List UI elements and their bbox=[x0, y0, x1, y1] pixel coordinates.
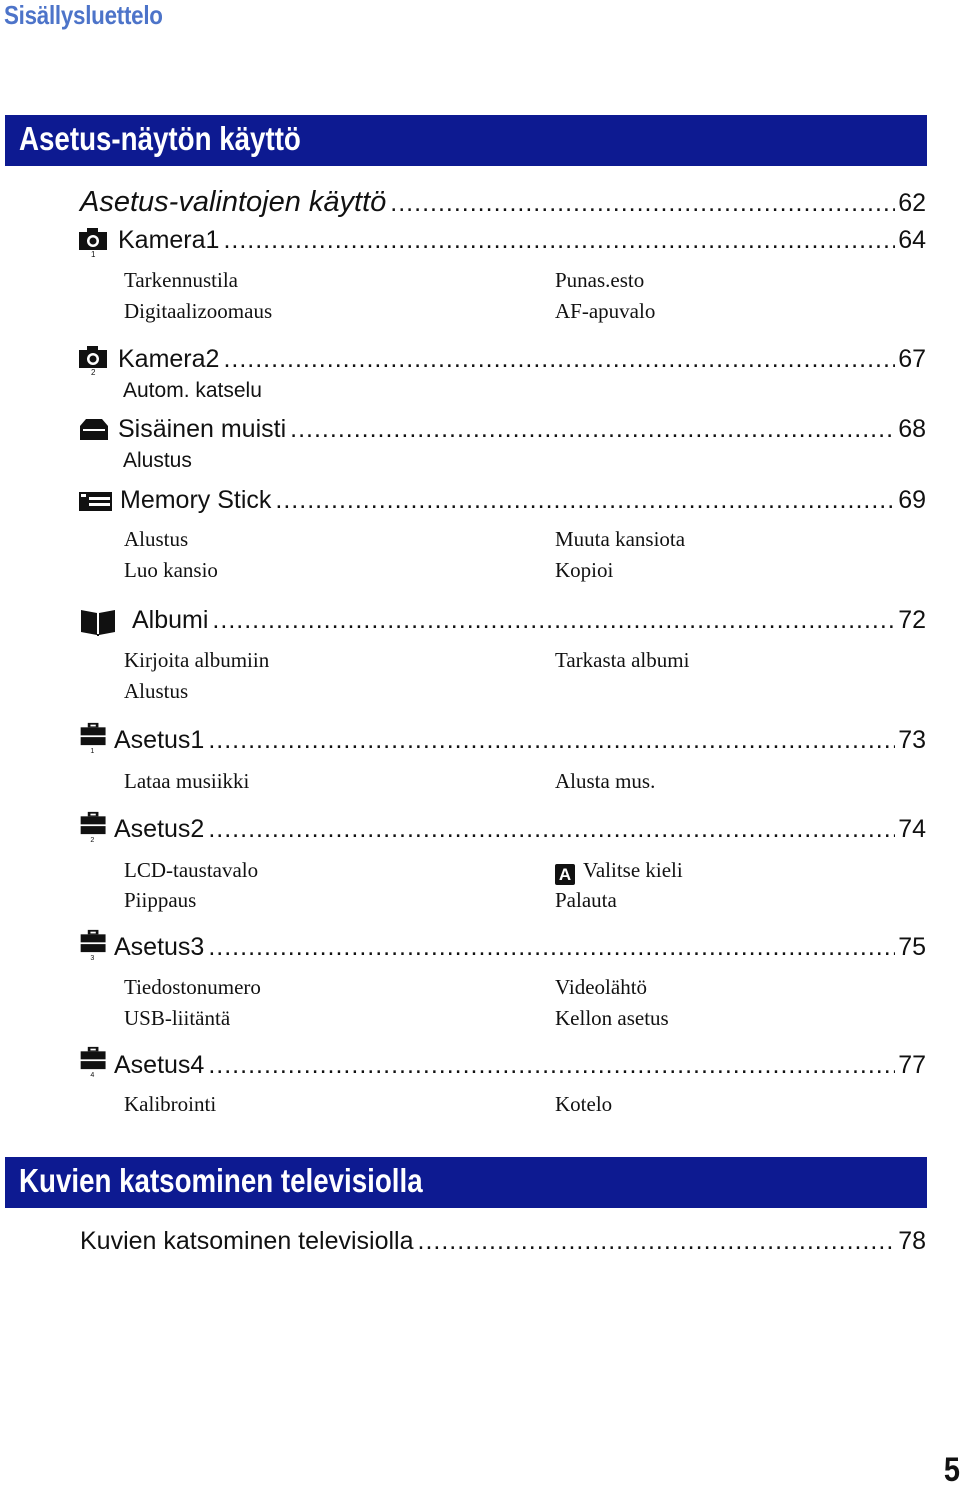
section-header-tv bbox=[5, 1157, 927, 1208]
sub-item: Alustus bbox=[124, 679, 189, 703]
sub-item: Luo kansio bbox=[124, 558, 218, 582]
table-of-contents-link[interactable]: Sisällysluettelo bbox=[4, 0, 163, 30]
section-header-setup bbox=[5, 115, 927, 166]
toc-entry-page: 73 bbox=[898, 726, 926, 754]
toc-entry-label: Sisäinen muisti bbox=[118, 415, 287, 443]
toc-entry-page: 69 bbox=[898, 486, 926, 514]
toc-entry-label: Kamera1 bbox=[118, 226, 220, 254]
sub-item: Digitaalizoomaus bbox=[124, 299, 273, 323]
sub-item: Kopioi bbox=[555, 558, 614, 582]
leader-dots bbox=[290, 415, 895, 444]
toc-entry-tv[interactable] bbox=[80, 1227, 926, 1256]
sub-item: Kalibrointi bbox=[124, 1092, 217, 1116]
sub-item: Tiedostonumero bbox=[124, 975, 261, 999]
sub-item: Punas.esto bbox=[555, 268, 645, 292]
toc-entry-label: Asetus4 bbox=[114, 1051, 205, 1079]
leader-dots bbox=[223, 345, 895, 374]
internal-memory-icon bbox=[78, 414, 110, 446]
toc-entry-page: 78 bbox=[898, 1227, 926, 1255]
toolbox-icon bbox=[78, 811, 110, 843]
sub-item: Kellon asetus bbox=[555, 1006, 669, 1030]
leader-dots bbox=[418, 1227, 896, 1256]
sub-item: Videolähtö bbox=[555, 975, 648, 999]
sub-item: Muuta kansiota bbox=[555, 527, 686, 551]
svg-text:1: 1 bbox=[91, 250, 96, 257]
toc-entry-memory-stick[interactable] bbox=[120, 486, 926, 515]
sub-item: Palauta bbox=[555, 888, 617, 912]
toc-entry-sisainen-muisti[interactable] bbox=[118, 415, 926, 444]
sub-item: Alustus bbox=[123, 449, 192, 472]
toolbox-icon bbox=[78, 1046, 110, 1078]
memory-stick-icon bbox=[78, 484, 114, 516]
camera-icon bbox=[78, 225, 110, 257]
toc-entry-label: Kamera2 bbox=[118, 345, 220, 373]
toc-entry-label: Asetus-valintojen käyttö bbox=[80, 186, 387, 218]
toc-entry-page: 64 bbox=[898, 226, 926, 254]
leader-dots bbox=[212, 606, 895, 635]
toc-entry-asetus2[interactable] bbox=[114, 815, 926, 844]
leader-dots bbox=[223, 226, 895, 255]
sub-item-label: Valitse kieli bbox=[583, 858, 683, 882]
toc-entry-page: 75 bbox=[898, 933, 926, 961]
sub-item: Piippaus bbox=[124, 888, 197, 912]
toc-entry-page: 68 bbox=[898, 415, 926, 443]
leader-dots bbox=[208, 1051, 895, 1080]
svg-text:3: 3 bbox=[90, 954, 95, 961]
leader-dots bbox=[275, 486, 895, 515]
sub-item: Kirjoita albumiin bbox=[124, 648, 270, 672]
toc-entry-albumi[interactable] bbox=[132, 606, 926, 635]
toc-entry-page: 77 bbox=[898, 1051, 926, 1079]
toc-entry-label: Albumi bbox=[132, 606, 209, 634]
toc-entry-label: Asetus1 bbox=[114, 726, 205, 754]
sub-item: Tarkasta albumi bbox=[555, 648, 690, 672]
svg-text:2: 2 bbox=[91, 368, 96, 375]
toc-entry-kamera1[interactable] bbox=[118, 226, 926, 255]
sub-item: Alusta mus. bbox=[555, 769, 656, 793]
sub-item: USB-liitäntä bbox=[124, 1006, 231, 1030]
language-icon: A bbox=[555, 864, 575, 885]
camera-icon bbox=[78, 343, 110, 375]
toc-entry-asetus-valintojen[interactable] bbox=[80, 186, 926, 219]
section-title: Asetus-näytön käyttö bbox=[19, 120, 301, 157]
toc-entry-asetus4[interactable] bbox=[114, 1051, 926, 1080]
sub-item: Autom. katselu bbox=[123, 379, 262, 402]
sub-item: Alustus bbox=[124, 527, 189, 551]
toolbox-icon bbox=[78, 722, 110, 754]
sub-item-language bbox=[555, 858, 683, 885]
toc-entry-label: Memory Stick bbox=[120, 486, 272, 514]
toc-entry-asetus1[interactable] bbox=[114, 726, 926, 755]
sub-item: Lataa musiikki bbox=[124, 769, 250, 793]
toc-entry-page: 74 bbox=[898, 815, 926, 843]
leader-dots bbox=[208, 726, 895, 755]
sub-item: LCD-taustavalo bbox=[124, 858, 259, 882]
toc-entry-page: 62 bbox=[898, 189, 926, 217]
toc-entry-label: Asetus3 bbox=[114, 933, 205, 961]
toc-entry-label: Asetus2 bbox=[114, 815, 205, 843]
leader-dots bbox=[208, 815, 895, 844]
toc-entry-page: 72 bbox=[898, 606, 926, 634]
page-number: 5 bbox=[943, 1451, 960, 1489]
toc-entry-label: Kuvien katsominen televisiolla bbox=[80, 1227, 414, 1255]
album-icon bbox=[78, 606, 120, 638]
sub-item: Kotelo bbox=[555, 1092, 613, 1116]
sub-item: Tarkennustila bbox=[124, 268, 238, 292]
leader-dots bbox=[390, 189, 895, 218]
svg-text:1: 1 bbox=[90, 747, 95, 754]
svg-text:2: 2 bbox=[90, 836, 95, 843]
section-title: Kuvien katsominen televisiolla bbox=[19, 1162, 423, 1199]
sub-item: AF-apuvalo bbox=[555, 299, 656, 323]
toc-entry-asetus3[interactable] bbox=[114, 933, 926, 962]
toc-entry-kamera2[interactable] bbox=[118, 345, 926, 374]
toolbox-icon bbox=[78, 929, 110, 961]
toc-entry-page: 67 bbox=[898, 345, 926, 373]
leader-dots bbox=[208, 933, 895, 962]
svg-text:4: 4 bbox=[90, 1071, 95, 1078]
